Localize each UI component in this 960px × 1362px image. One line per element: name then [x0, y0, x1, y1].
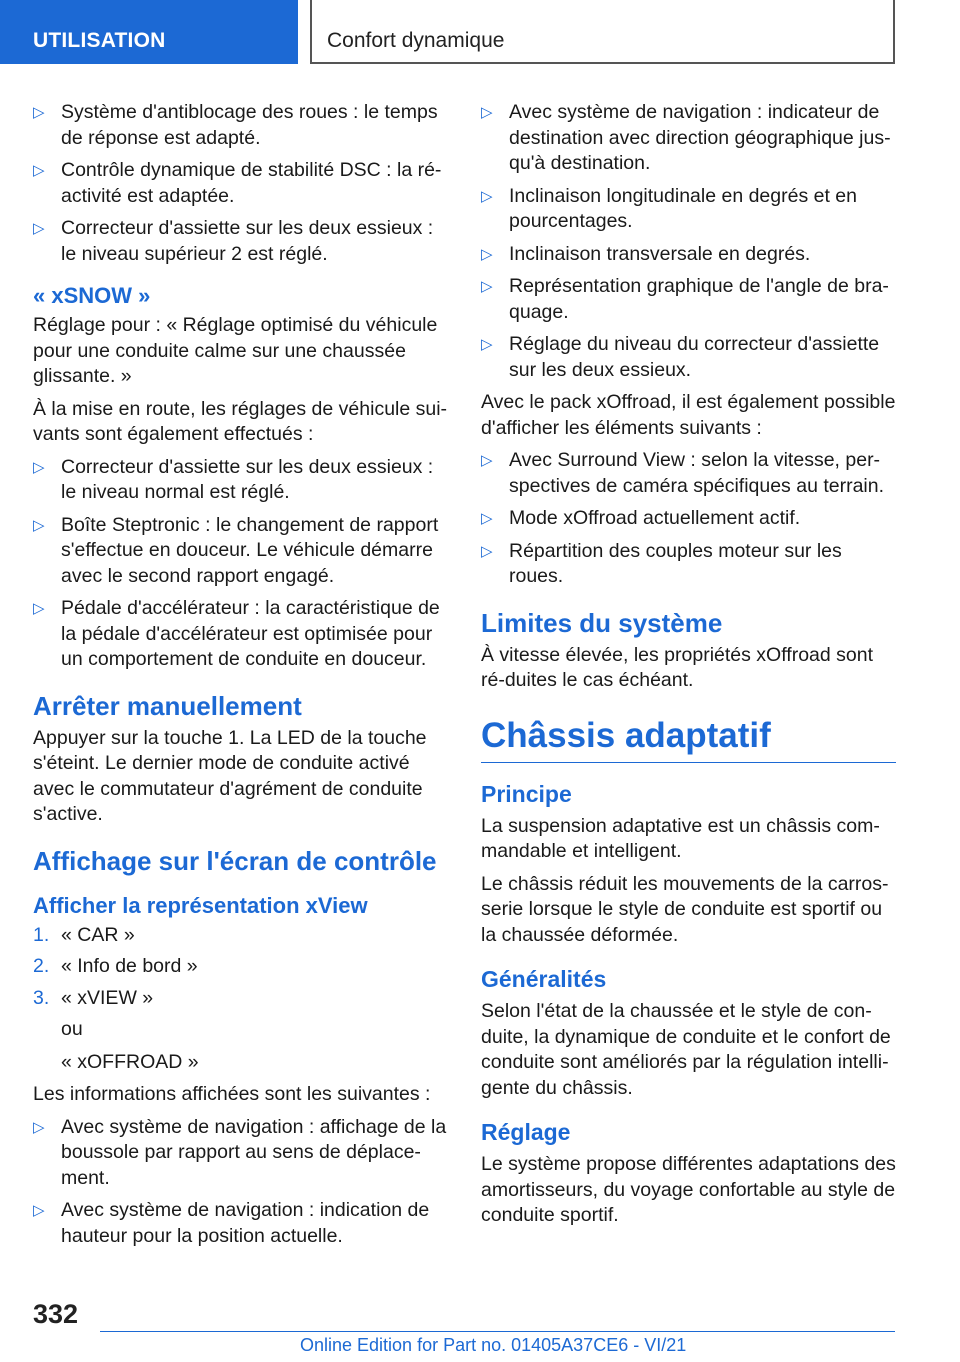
- step-item: 1. « CAR »: [33, 923, 135, 946]
- paragraph: À vitesse élevée, les propriétés xOffroad sont ré‐duites le cas échéant.: [481, 643, 874, 691]
- list-item: ▷ Correcteur d'assiette sur les deux essieux : le niveau normal est réglé.: [33, 455, 434, 503]
- triangle-bullet-icon: ▷: [481, 104, 493, 121]
- manual-stop-heading: Arrêter manuellement: [33, 690, 302, 721]
- triangle-bullet-icon: ▷: [33, 458, 45, 476]
- triangle-bullet-icon: ▷: [33, 600, 45, 617]
- page-number: 332: [33, 1299, 79, 1329]
- list-item: ▷ Avec système de navigation : indicateur de destination avec direction géographique jus‐qu'à destination.: [481, 101, 891, 174]
- step-or: ou: [61, 1018, 83, 1040]
- footer-divider: [100, 1331, 895, 1332]
- list-item: ▷ Avec système de navigation : affichage de la boussole par rapport au sens de déplace‐ment.: [33, 1115, 447, 1189]
- display-heading: Affichage sur l'écran de contrôle: [33, 845, 437, 876]
- limits-heading: Limites du système: [481, 607, 723, 638]
- triangle-bullet-icon: ▷: [481, 452, 493, 469]
- steps-list: [33, 923, 451, 1012]
- right-column: [481, 100, 896, 1236]
- paragraph: La suspension adaptative est un châssis com‐mandable et intelligent.: [481, 814, 880, 862]
- triangle-bullet-icon: ▷: [33, 516, 45, 534]
- xview-heading: Afficher la représentation xView: [33, 892, 368, 918]
- paragraph: Avec le pack xOffroad, il est également possible d'afficher les éléments suivants :: [481, 391, 896, 439]
- triangle-bullet-icon: ▷: [481, 187, 493, 205]
- general-heading: Généralités: [481, 966, 607, 992]
- topic-title: Confort dynamique: [310, 0, 895, 64]
- bullet-list: [33, 100, 451, 267]
- setting-heading: Réglage: [481, 1119, 571, 1145]
- list-item: ▷ Représentation graphique de l'angle de bra‐quage.: [481, 275, 889, 323]
- list-item: ▷ Système d'antiblocage des roues : le temps de réponse est adapté.: [33, 101, 438, 149]
- triangle-bullet-icon: ▷: [481, 245, 493, 263]
- triangle-bullet-icon: ▷: [33, 220, 45, 237]
- paragraph: Le système propose différentes adaptations des amortisseurs, du voyage confortable au style de conduite sportif.: [481, 1153, 896, 1226]
- triangle-bullet-icon: ▷: [481, 278, 493, 295]
- list-item: ▷ Contrôle dynamique de stabilité DSC : la ré‐activité est adaptée.: [33, 159, 442, 207]
- triangle-bullet-icon: ▷: [481, 336, 493, 353]
- principle-heading: Principe: [481, 780, 572, 807]
- bullet-list: [481, 100, 896, 383]
- list-item: ▷ Avec système de navigation : indication de hauteur pour la position actuelle.: [33, 1199, 430, 1247]
- xsnow-heading: « xSNOW »: [33, 283, 151, 308]
- list-item: ▷ Correcteur d'assiette sur les deux essieux : le niveau supérieur 2 est réglé.: [33, 217, 434, 265]
- triangle-bullet-icon: ▷: [33, 1202, 45, 1219]
- triangle-bullet-icon: ▷: [481, 542, 493, 560]
- edition-text: Online Edition for Part no. 01405A37CE6 - VI/21: [300, 1335, 687, 1355]
- list-item: ▷ Boîte Steptronic : le changement de rapport s'effectue en douceur. Le véhicule démarre avec le second rapport engagé.: [33, 513, 439, 587]
- chassis-heading: Châssis adaptatif: [481, 716, 896, 763]
- list-item: ▷ Répartition des couples moteur sur les roues.: [481, 539, 842, 587]
- triangle-bullet-icon: ▷: [481, 510, 493, 527]
- list-item: ▷ Réglage du niveau du correcteur d'assiette sur les deux essieux.: [481, 333, 880, 381]
- list-item: ▷ Pédale d'accélérateur : la caractéristique de la pédale d'accélérateur est optimisée pour un comportement de conduite en douceur.: [33, 597, 440, 670]
- step-item: 2. « Info de bord »: [33, 955, 198, 977]
- triangle-bullet-icon: ▷: [33, 1118, 45, 1136]
- page-header: [0, 0, 960, 66]
- list-item: ▷ Mode xOffroad actuellement actif.: [481, 506, 896, 532]
- triangle-bullet-icon: ▷: [33, 162, 45, 179]
- triangle-bullet-icon: ▷: [33, 104, 45, 121]
- paragraph: Réglage pour : « Réglage optimisé du véhicule pour une conduite calme sur une chaussée glissante. »: [33, 314, 438, 387]
- bullet-list: [481, 448, 896, 590]
- bullet-list: [33, 1115, 451, 1250]
- step-alt: « xOFFROAD »: [61, 1050, 199, 1073]
- step-item: 3. « xVIEW »: [33, 986, 154, 1009]
- paragraph: Les informations affichées sont les suivantes :: [33, 1083, 431, 1105]
- left-column: [33, 100, 451, 1256]
- paragraph: À la mise en route, les réglages de véhicule sui‐vants sont également effectués :: [33, 397, 448, 445]
- page-footer: [0, 1295, 960, 1362]
- paragraph: Appuyer sur la touche 1. La LED de la touche s'éteint. Le dernier mode de conduite activé avec le commutateur d'agrément de conduite s'active.: [33, 726, 427, 825]
- list-item: ▷ Inclinaison longitudinale en degrés et en pourcentages.: [481, 184, 858, 232]
- bullet-list: [33, 455, 451, 673]
- paragraph: Selon l'état de la chaussée et le style de con‐duite, la dynamique de conduite et le confort de conduite sont améliorés par la régulation intelli‐gente du châssis.: [481, 1000, 891, 1099]
- section-tab: UTILISATION: [0, 0, 298, 64]
- list-item: ▷ Avec Surround View : selon la vitesse, per‐spectives de caméra spécifiques au terrain.: [481, 449, 885, 497]
- list-item: ▷ Inclinaison transversale en degrés.: [481, 242, 896, 268]
- paragraph: Le châssis réduit les mouvements de la carros‐serie lorsque le style de conduite est sportif ou la chaussée déformée.: [481, 872, 889, 946]
